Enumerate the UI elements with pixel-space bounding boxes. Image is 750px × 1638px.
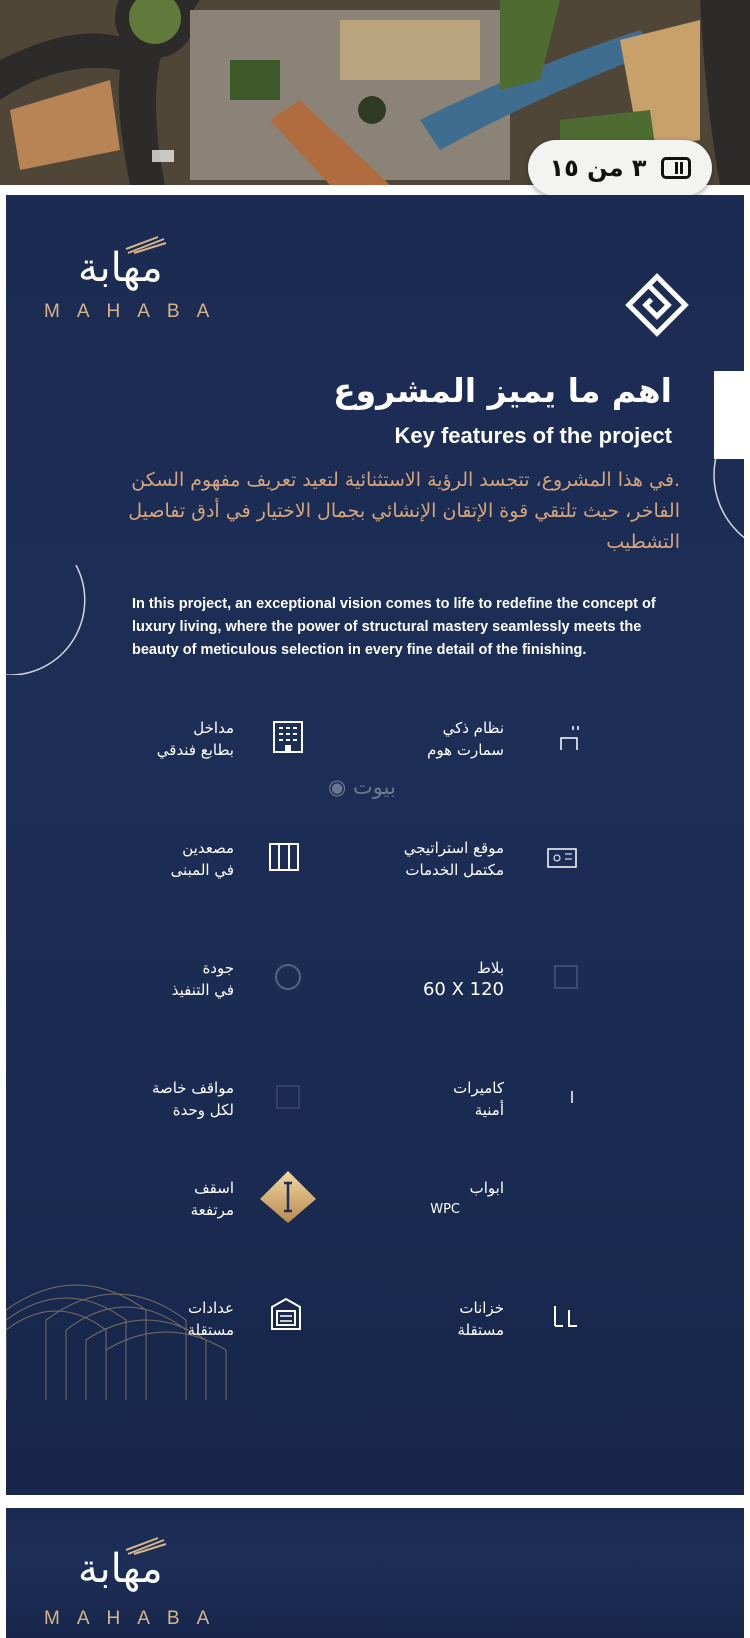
tile-icon — [546, 957, 586, 997]
image-counter-text: ٣ من ١٥ — [549, 154, 647, 182]
decorative-arc-right — [674, 385, 744, 565]
feature-smart-home: نظام ذكي سمارت هوم — [427, 719, 504, 759]
feature-security-cameras: كاميرات أمنية — [453, 1079, 504, 1119]
feature-high-ceilings: اسقف مرتفعة — [190, 1179, 234, 1219]
watermark: بيوت ◉ — [328, 775, 396, 799]
camera-icon — [552, 1077, 592, 1117]
gallery-columns-icon — [661, 157, 691, 179]
decorative-arches — [6, 1250, 236, 1400]
feature-private-parking: مواقف خاصة لكل وحدة — [151, 1079, 234, 1119]
next-slide[interactable] — [6, 1508, 744, 1638]
features-slide[interactable] — [6, 195, 744, 1495]
title-arabic: اهم ما يميز المشروع — [333, 371, 672, 410]
description-english: In this project, an exceptional vision comes to life to redefine the concept of luxury living, where the power of structural mastery seamlessly meets the beauty of meticulous selection in every fine detail of the finishing. — [132, 596, 656, 658]
logo-arabic: مهابة — [78, 1546, 163, 1592]
tank-icon — [546, 1295, 586, 1335]
decorative-arc-left — [6, 565, 106, 675]
logo-english: MAHABA — [44, 1608, 227, 1629]
feature-wpc-doors: ابواب WPC — [430, 1179, 504, 1217]
feature-hotel-entrances: مداخل بطابع فندقي — [156, 719, 234, 759]
feature-independent-meters: عدادات مستقلة — [187, 1299, 234, 1339]
feature-tiles: بلاط 60 X 120 — [422, 959, 504, 1000]
logo-arabic: مهابة — [78, 245, 163, 291]
feature-strategic-location: موقع استراتيجي مكتمل الخدمات — [403, 839, 504, 879]
logo-english: MAHABA — [44, 301, 227, 322]
feature-quality: جودة في التنفيذ — [171, 959, 234, 999]
feature-independent-tanks: خزانات مستقلة — [457, 1299, 504, 1339]
description-arabic: .في هذا المشروع، تتجسد الرؤية الاستثنائية لتعيد تعريف مفهوم السكن الفاخر، حيث تلتقي قوة الإتقان الإنشائي بجمال الاختيار في أدق تفاصيل التشطيب — [128, 469, 680, 553]
developer-emblem-icon — [625, 273, 689, 337]
watermark-logo-icon: ◉ — [328, 775, 353, 799]
feature-elevators: مصعدين في المبنى — [170, 839, 234, 879]
location-icon — [542, 837, 582, 877]
image-counter-pill[interactable] — [528, 140, 712, 196]
title-english: Key features of the project — [394, 423, 672, 448]
smart-home-icon — [550, 717, 590, 757]
